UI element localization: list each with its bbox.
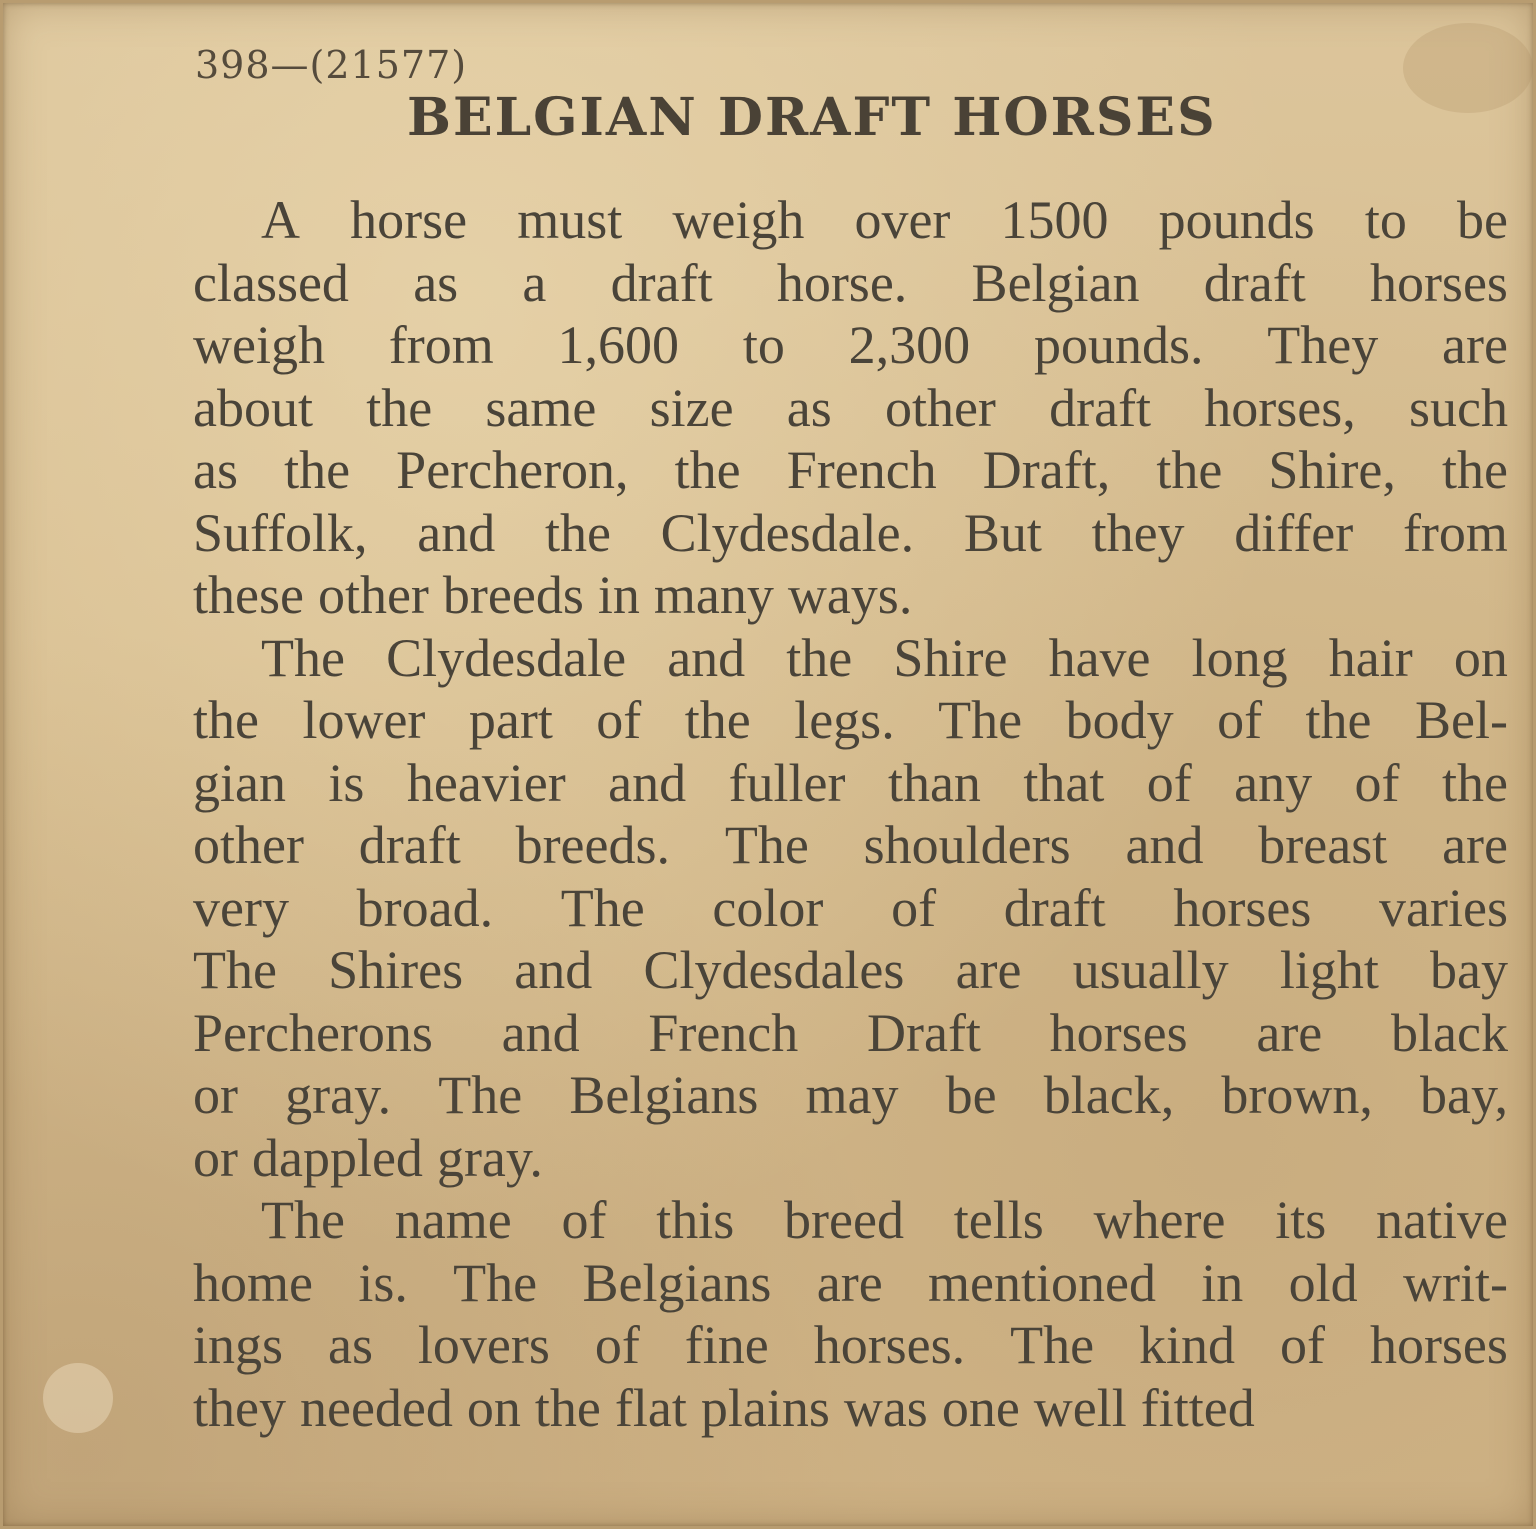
text-line: ings as lovers of fine horses. The kind of horses bbox=[193, 1315, 1508, 1375]
paper-stain bbox=[1403, 23, 1533, 113]
text-line: the lower part of the legs. The body of the Bel- bbox=[193, 690, 1508, 750]
text-line: gian is heavier and fuller than that of any of the bbox=[193, 752, 1508, 813]
page-title: BELGIAN DRAFT HORSES bbox=[407, 87, 1217, 148]
text-line: Suffolk, and the Clydesdale. But they differ from bbox=[193, 502, 1508, 563]
text-line: very broad. The color of draft horses varies bbox=[193, 877, 1508, 938]
text-line: about the same size as other draft horses, such bbox=[193, 377, 1508, 438]
text-line: classed as a draft horse. Belgian draft horses bbox=[193, 252, 1508, 313]
text-line: The name of this breed tells where its native bbox=[261, 1190, 1508, 1250]
body-text bbox=[193, 189, 1508, 1439]
paragraph bbox=[193, 189, 1508, 627]
text-line: A horse must weigh over 1500 pounds to be bbox=[261, 190, 1508, 250]
text-line: or dappled gray. bbox=[193, 1127, 543, 1188]
text-line: weigh from 1,600 to 2,300 pounds. They are bbox=[193, 315, 1508, 375]
text-line: Percherons and French Draft horses are black bbox=[193, 1002, 1508, 1063]
paper-stain bbox=[43, 1363, 113, 1433]
text-line: they needed on the flat plains was one well fitted bbox=[193, 1377, 1255, 1438]
text-line: The Clydesdale and the Shire have long hair on bbox=[261, 627, 1508, 688]
text-line: these other breeds in many ways. bbox=[193, 565, 913, 625]
text-line: as the Percheron, the French Draft, the Shire, the bbox=[193, 440, 1508, 500]
catalog-number: 398—(21577) bbox=[195, 43, 468, 87]
text-line: The Shires and Clydesdales are usually light bay bbox=[193, 940, 1508, 1000]
text-line: or gray. The Belgians may be black, brown, bay, bbox=[193, 1065, 1508, 1125]
paragraph bbox=[193, 627, 1508, 1190]
paragraph bbox=[193, 1189, 1508, 1439]
text-line: other draft breeds. The shoulders and breast are bbox=[193, 815, 1508, 875]
text-line: home is. The Belgians are mentioned in old writ- bbox=[193, 1252, 1508, 1313]
